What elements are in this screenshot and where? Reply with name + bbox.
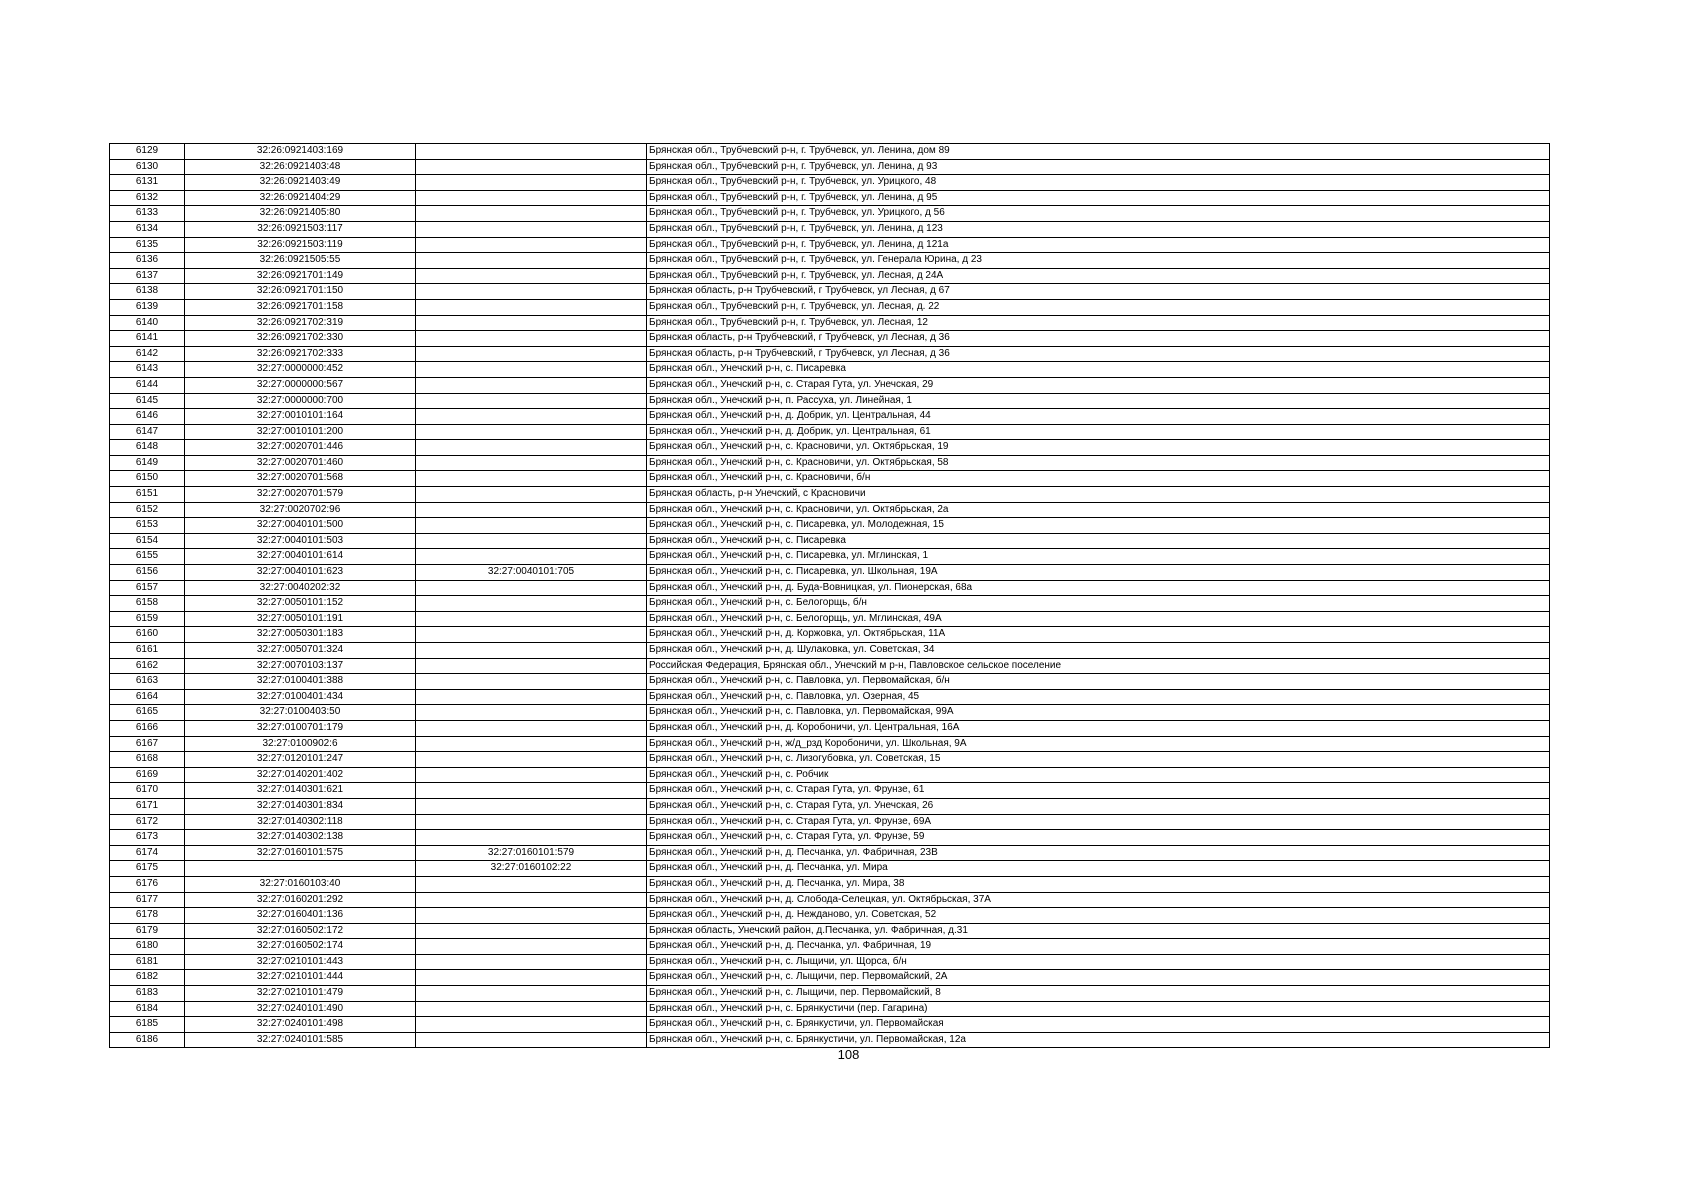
table-row [110,471,1550,487]
cadastral-number-cell: 32:27:0040101:500 [185,518,416,534]
table-row [110,970,1550,986]
secondary-cadastral-number-cell [416,221,647,237]
table-row [110,315,1550,331]
row-number-cell: 6152 [110,502,185,518]
secondary-cadastral-number-cell [416,783,647,799]
table-row [110,861,1550,877]
table-row [110,908,1550,924]
table-row [110,502,1550,518]
address-cell: Брянская обл., Унечский р-н, д. Коржовка, ул. Октябрьская, 11А [647,627,1550,643]
secondary-cadastral-number-cell [416,455,647,471]
page-number: 108 [837,1047,860,1062]
address-cell: Брянская область, р-н Трубчевский, г Трубчевск, ул Лесная, д 67 [647,284,1550,300]
cadastral-number-cell: 32:27:0050301:183 [185,627,416,643]
address-cell: Брянская обл., Унечский р-н, с. Писаревка, ул. Школьная, 19А [647,565,1550,581]
secondary-cadastral-number-cell [416,284,647,300]
table-row [110,253,1550,269]
secondary-cadastral-number-cell [416,253,647,269]
secondary-cadastral-number-cell: 32:27:0040101:705 [416,565,647,581]
secondary-cadastral-number-cell [416,627,647,643]
table-row [110,705,1550,721]
table-row [110,1032,1550,1048]
cadastral-number-cell [185,861,416,877]
row-number-cell: 6134 [110,221,185,237]
row-number-cell: 6132 [110,190,185,206]
cadastral-number-cell: 32:27:0040101:614 [185,549,416,565]
address-cell: Брянская обл., Унечский р-н, с. Старая Гута, ул. Унечская, 29 [647,377,1550,393]
row-number-cell: 6139 [110,299,185,315]
row-number-cell: 6179 [110,923,185,939]
cadastral-number-cell: 32:27:0000000:567 [185,377,416,393]
table-row [110,674,1550,690]
cadastral-number-cell: 32:26:0921702:319 [185,315,416,331]
secondary-cadastral-number-cell [416,1001,647,1017]
row-number-cell: 6157 [110,580,185,596]
address-cell: Брянская обл., Трубчевский р-н, г. Трубчевск, ул. Лесная, 12 [647,315,1550,331]
row-number-cell: 6177 [110,892,185,908]
cadastral-number-cell: 32:27:0020701:579 [185,487,416,503]
table-row [110,580,1550,596]
row-number-cell: 6142 [110,346,185,362]
row-number-cell: 6159 [110,611,185,627]
cadastral-number-cell: 32:27:0160101:575 [185,845,416,861]
table-row [110,206,1550,222]
address-cell: Брянская обл., Унечский р-н, с. Брянкустичи, ул. Первомайская, 12а [647,1032,1550,1048]
address-cell: Брянская обл., Унечский р-н, с. Брянкустичи, ул. Первомайская [647,1017,1550,1033]
secondary-cadastral-number-cell [416,144,647,160]
row-number-cell: 6141 [110,331,185,347]
cadastral-number-cell: 32:26:0921701:149 [185,268,416,284]
cadastral-number-cell: 32:26:0921405:80 [185,206,416,222]
secondary-cadastral-number-cell [416,705,647,721]
cadastral-number-cell: 32:27:0100403:50 [185,705,416,721]
cadastral-number-cell: 32:27:0000000:452 [185,362,416,378]
cadastral-number-cell: 32:27:0210101:443 [185,954,416,970]
row-number-cell: 6173 [110,830,185,846]
secondary-cadastral-number-cell [416,767,647,783]
cadastral-number-cell: 32:27:0210101:444 [185,970,416,986]
secondary-cadastral-number-cell [416,409,647,425]
secondary-cadastral-number-cell [416,346,647,362]
row-number-cell: 6172 [110,814,185,830]
address-cell: Брянская обл., Унечский р-н, д. Буда-Вовницкая, ул. Пионерская, 68а [647,580,1550,596]
registry-table-body [110,144,1550,1048]
table-row [110,627,1550,643]
table-row [110,752,1550,768]
secondary-cadastral-number-cell [416,1032,647,1048]
address-cell: Брянская обл., Трубчевский р-н, г. Трубчевск, ул. Ленина, д 123 [647,221,1550,237]
row-number-cell: 6155 [110,549,185,565]
address-cell: Брянская обл., Унечский р-н, д. Добрик, ул. Центральная, 61 [647,424,1550,440]
cadastral-number-cell: 32:27:0240101:498 [185,1017,416,1033]
table-row [110,440,1550,456]
row-number-cell: 6168 [110,752,185,768]
cadastral-number-cell: 32:27:0140301:621 [185,783,416,799]
table-row [110,284,1550,300]
cadastral-number-cell: 32:27:0240101:490 [185,1001,416,1017]
table-row [110,549,1550,565]
address-cell: Брянская обл., Унечский р-н, с. Красновичи, б/н [647,471,1550,487]
address-cell: Брянская обл., Трубчевский р-н, г. Трубчевск, ул. Урицкого, 48 [647,175,1550,191]
cadastral-number-cell: 32:26:0921701:150 [185,284,416,300]
address-cell: Брянская область, р-н Унечский, с Красновичи [647,487,1550,503]
secondary-cadastral-number-cell [416,487,647,503]
secondary-cadastral-number-cell [416,892,647,908]
secondary-cadastral-number-cell [416,518,647,534]
row-number-cell: 6160 [110,627,185,643]
table-row [110,565,1550,581]
row-number-cell: 6182 [110,970,185,986]
address-cell: Брянская обл., Унечский р-н, с. Белогорщь, б/н [647,596,1550,612]
address-cell: Брянская обл., Унечский р-н, д. Песчанка, ул. Мира, 38 [647,876,1550,892]
cadastral-number-cell: 32:27:0040202:32 [185,580,416,596]
address-cell: Брянская обл., Унечский р-н, д. Песчанка, ул. Мира [647,861,1550,877]
address-cell: Брянская обл., Унечский р-н, д. Слобода-Селецкая, ул. Октябрьская, 37А [647,892,1550,908]
row-number-cell: 6178 [110,908,185,924]
table-row [110,190,1550,206]
secondary-cadastral-number-cell [416,549,647,565]
row-number-cell: 6162 [110,658,185,674]
address-cell: Брянская область, Унечский район, д.Песчанка, ул. Фабричная, д.31 [647,923,1550,939]
table-row [110,892,1550,908]
cadastral-number-cell: 32:27:0070103:137 [185,658,416,674]
cadastral-number-cell: 32:27:0010101:200 [185,424,416,440]
address-cell: Брянская обл., Унечский р-н, с. Павловка, ул. Первомайская, 99А [647,705,1550,721]
table-row [110,299,1550,315]
cadastral-number-cell: 32:26:0921702:330 [185,331,416,347]
address-cell: Брянская обл., Трубчевский р-н, г. Трубчевск, ул. Ленина, д 93 [647,159,1550,175]
table-row [110,954,1550,970]
row-number-cell: 6149 [110,455,185,471]
secondary-cadastral-number-cell [416,533,647,549]
row-number-cell: 6136 [110,253,185,269]
cadastral-number-cell: 32:26:0921702:333 [185,346,416,362]
secondary-cadastral-number-cell [416,876,647,892]
address-cell: Брянская обл., Унечский р-н, д. Добрик, ул. Центральная, 44 [647,409,1550,425]
table-row [110,939,1550,955]
address-cell: Брянская обл., Унечский р-н, д. Песчанка, ул. Фабричная, 19 [647,939,1550,955]
address-cell: Брянская обл., Унечский р-н, д. Шулаковка, ул. Советская, 34 [647,643,1550,659]
address-cell: Брянская область, р-н Трубчевский, г Трубчевск, ул Лесная, д 36 [647,331,1550,347]
secondary-cadastral-number-cell [416,736,647,752]
table-row [110,1017,1550,1033]
cadastral-number-cell: 32:27:0140302:138 [185,830,416,846]
table-row [110,689,1550,705]
row-number-cell: 6176 [110,876,185,892]
table-row [110,658,1550,674]
address-cell: Российская Федерация, Брянская обл., Унечский м р-н, Павловское сельское поселение [647,658,1550,674]
row-number-cell: 6147 [110,424,185,440]
address-cell: Брянская обл., Унечский р-н, с. Писаревка [647,533,1550,549]
address-cell: Брянская обл., Унечский р-н, ж/д_рзд Коробоничи, ул. Школьная, 9А [647,736,1550,752]
address-cell: Брянская обл., Унечский р-н, с. Брянкустичи (пер. Гагарина) [647,1001,1550,1017]
secondary-cadastral-number-cell [416,471,647,487]
table-row [110,845,1550,861]
row-number-cell: 6164 [110,689,185,705]
secondary-cadastral-number-cell [416,237,647,253]
cadastral-number-cell: 32:27:0050101:152 [185,596,416,612]
row-number-cell: 6153 [110,518,185,534]
address-cell: Брянская обл., Трубчевский р-н, г. Трубчевск, ул. Ленина, д 121а [647,237,1550,253]
address-cell: Брянская обл., Унечский р-н, с. Старая Гута, ул. Фрунзе, 69А [647,814,1550,830]
address-cell: Брянская обл., Унечский р-н, с. Лыщичи, пер. Первомайский, 2А [647,970,1550,986]
address-cell: Брянская обл., Унечский р-н, с. Белогорщь, ул. Мглинская, 49А [647,611,1550,627]
table-row [110,611,1550,627]
secondary-cadastral-number-cell [416,580,647,596]
table-row [110,767,1550,783]
table-row [110,830,1550,846]
table-row [110,720,1550,736]
cadastral-number-cell: 32:27:0100902:6 [185,736,416,752]
secondary-cadastral-number-cell [416,923,647,939]
row-number-cell: 6181 [110,954,185,970]
cadastral-number-cell: 32:27:0020701:446 [185,440,416,456]
cadastral-number-cell: 32:27:0040101:623 [185,565,416,581]
row-number-cell: 6146 [110,409,185,425]
table-row [110,424,1550,440]
row-number-cell: 6138 [110,284,185,300]
secondary-cadastral-number-cell [416,440,647,456]
secondary-cadastral-number-cell [416,377,647,393]
address-cell: Брянская обл., Унечский р-н, п. Рассуха, ул. Линейная, 1 [647,393,1550,409]
table-row [110,159,1550,175]
row-number-cell: 6150 [110,471,185,487]
table-row [110,533,1550,549]
secondary-cadastral-number-cell [416,814,647,830]
table-row [110,221,1550,237]
row-number-cell: 6148 [110,440,185,456]
secondary-cadastral-number-cell [416,611,647,627]
secondary-cadastral-number-cell [416,299,647,315]
row-number-cell: 6143 [110,362,185,378]
secondary-cadastral-number-cell [416,159,647,175]
table-row [110,518,1550,534]
table-row [110,362,1550,378]
cadastral-number-cell: 32:27:0100401:388 [185,674,416,690]
row-number-cell: 6163 [110,674,185,690]
secondary-cadastral-number-cell [416,206,647,222]
row-number-cell: 6174 [110,845,185,861]
secondary-cadastral-number-cell [416,331,647,347]
row-number-cell: 6154 [110,533,185,549]
secondary-cadastral-number-cell [416,190,647,206]
cadastral-number-cell: 32:27:0160401:136 [185,908,416,924]
secondary-cadastral-number-cell [416,175,647,191]
table-row [110,175,1550,191]
table-row [110,736,1550,752]
address-cell: Брянская обл., Унечский р-н, с. Павловка, ул. Озерная, 45 [647,689,1550,705]
row-number-cell: 6170 [110,783,185,799]
address-cell: Брянская обл., Унечский р-н, с. Робчик [647,767,1550,783]
secondary-cadastral-number-cell [416,752,647,768]
row-number-cell: 6133 [110,206,185,222]
row-number-cell: 6185 [110,1017,185,1033]
row-number-cell: 6151 [110,487,185,503]
row-number-cell: 6137 [110,268,185,284]
table-row [110,346,1550,362]
row-number-cell: 6175 [110,861,185,877]
row-number-cell: 6140 [110,315,185,331]
row-number-cell: 6129 [110,144,185,160]
address-cell: Брянская обл., Унечский р-н, д. Песчанка, ул. Фабричная, 23В [647,845,1550,861]
address-cell: Брянская обл., Унечский р-н, с. Павловка, ул. Первомайская, б/н [647,674,1550,690]
cadastral-number-cell: 32:27:0100701:179 [185,720,416,736]
address-cell: Брянская обл., Унечский р-н, с. Лыщичи, ул. Щорса, б/н [647,954,1550,970]
cadastral-number-cell: 32:27:0020701:568 [185,471,416,487]
address-cell: Брянская обл., Трубчевский р-н, г. Трубчевск, ул. Ленина, д 95 [647,190,1550,206]
row-number-cell: 6161 [110,643,185,659]
row-number-cell: 6180 [110,939,185,955]
table-row [110,876,1550,892]
table-row [110,487,1550,503]
address-cell: Брянская обл., Унечский р-н, с. Лизогубовка, ул. Советская, 15 [647,752,1550,768]
row-number-cell: 6144 [110,377,185,393]
address-cell: Брянская обл., Трубчевский р-н, г. Трубчевск, ул. Лесная, д. 22 [647,299,1550,315]
registry-table-wrapper [109,143,1549,1048]
table-row [110,144,1550,160]
secondary-cadastral-number-cell [416,393,647,409]
secondary-cadastral-number-cell [416,939,647,955]
secondary-cadastral-number-cell [416,798,647,814]
cadastral-number-cell: 32:27:0000000:700 [185,393,416,409]
table-row [110,331,1550,347]
cadastral-number-cell: 32:27:0050101:191 [185,611,416,627]
address-cell: Брянская обл., Трубчевский р-н, г. Трубчевск, ул. Урицкого, д 56 [647,206,1550,222]
secondary-cadastral-number-cell: 32:27:0160102:22 [416,861,647,877]
table-row [110,596,1550,612]
row-number-cell: 6130 [110,159,185,175]
secondary-cadastral-number-cell [416,954,647,970]
table-row [110,409,1550,425]
table-row [110,643,1550,659]
cadastral-number-cell: 32:26:0921403:169 [185,144,416,160]
cadastral-number-cell: 32:27:0050701:324 [185,643,416,659]
secondary-cadastral-number-cell [416,908,647,924]
cadastral-number-cell: 32:27:0020702:96 [185,502,416,518]
row-number-cell: 6171 [110,798,185,814]
table-row [110,814,1550,830]
cadastral-number-cell: 32:27:0240101:585 [185,1032,416,1048]
address-cell: Брянская обл., Трубчевский р-н, г. Трубчевск, ул. Лесная, д 24А [647,268,1550,284]
cadastral-number-cell: 32:27:0020701:460 [185,455,416,471]
cadastral-number-cell: 32:27:0100401:434 [185,689,416,705]
cadastral-number-cell: 32:26:0921403:48 [185,159,416,175]
secondary-cadastral-number-cell [416,689,647,705]
cadastral-number-cell: 32:26:0921505:55 [185,253,416,269]
row-number-cell: 6166 [110,720,185,736]
row-number-cell: 6145 [110,393,185,409]
row-number-cell: 6156 [110,565,185,581]
address-cell: Брянская обл., Унечский р-н, с. Старая Гута, ул. Унечская, 26 [647,798,1550,814]
secondary-cadastral-number-cell [416,362,647,378]
cadastral-number-cell: 32:27:0160103:40 [185,876,416,892]
row-number-cell: 6135 [110,237,185,253]
row-number-cell: 6165 [110,705,185,721]
table-row [110,923,1550,939]
secondary-cadastral-number-cell [416,502,647,518]
table-row [110,393,1550,409]
secondary-cadastral-number-cell [416,674,647,690]
row-number-cell: 6167 [110,736,185,752]
table-row [110,986,1550,1002]
row-number-cell: 6186 [110,1032,185,1048]
secondary-cadastral-number-cell: 32:27:0160101:579 [416,845,647,861]
cadastral-number-cell: 32:26:0921403:49 [185,175,416,191]
secondary-cadastral-number-cell [416,658,647,674]
secondary-cadastral-number-cell [416,1017,647,1033]
address-cell: Брянская обл., Унечский р-н, с. Старая Гута, ул. Фрунзе, 61 [647,783,1550,799]
address-cell: Брянская обл., Унечский р-н, с. Писаревка, ул. Молодежная, 15 [647,518,1550,534]
secondary-cadastral-number-cell [416,970,647,986]
registry-table [109,143,1550,1048]
secondary-cadastral-number-cell [416,596,647,612]
address-cell: Брянская обл., Трубчевский р-н, г. Трубчевск, ул. Ленина, дом 89 [647,144,1550,160]
cadastral-number-cell: 32:27:0160502:172 [185,923,416,939]
row-number-cell: 6131 [110,175,185,191]
cadastral-number-cell: 32:26:0921701:158 [185,299,416,315]
address-cell: Брянская область, р-н Трубчевский, г Трубчевск, ул Лесная, д 36 [647,346,1550,362]
table-row [110,783,1550,799]
address-cell: Брянская обл., Унечский р-н, с. Красновичи, ул. Октябрьская, 58 [647,455,1550,471]
address-cell: Брянская обл., Унечский р-н, с. Красновичи, ул. Октябрьская, 19 [647,440,1550,456]
cadastral-number-cell: 32:27:0140201:402 [185,767,416,783]
cadastral-number-cell: 32:27:0040101:503 [185,533,416,549]
row-number-cell: 6169 [110,767,185,783]
cadastral-number-cell: 32:27:0010101:164 [185,409,416,425]
address-cell: Брянская обл., Унечский р-н, с. Лыщичи, пер. Первомайский, 8 [647,986,1550,1002]
table-row [110,268,1550,284]
secondary-cadastral-number-cell [416,268,647,284]
cadastral-number-cell: 32:27:0160201:292 [185,892,416,908]
cadastral-number-cell: 32:27:0210101:479 [185,986,416,1002]
address-cell: Брянская обл., Унечский р-н, д. Нежданово, ул. Советская, 52 [647,908,1550,924]
address-cell: Брянская обл., Унечский р-н, с. Красновичи, ул. Октябрьская, 2а [647,502,1550,518]
cadastral-number-cell: 32:26:0921503:117 [185,221,416,237]
address-cell: Брянская обл., Унечский р-н, с. Писаревка [647,362,1550,378]
cadastral-number-cell: 32:26:0921503:119 [185,237,416,253]
secondary-cadastral-number-cell [416,720,647,736]
secondary-cadastral-number-cell [416,424,647,440]
table-row [110,798,1550,814]
row-number-cell: 6158 [110,596,185,612]
table-row [110,237,1550,253]
row-number-cell: 6183 [110,986,185,1002]
address-cell: Брянская обл., Унечский р-н, с. Старая Гута, ул. Фрунзе, 59 [647,830,1550,846]
cadastral-number-cell: 32:27:0160502:174 [185,939,416,955]
secondary-cadastral-number-cell [416,315,647,331]
cadastral-number-cell: 32:26:0921404:29 [185,190,416,206]
table-row [110,1001,1550,1017]
address-cell: Брянская обл., Унечский р-н, с. Писаревка, ул. Мглинская, 1 [647,549,1550,565]
secondary-cadastral-number-cell [416,643,647,659]
row-number-cell: 6184 [110,1001,185,1017]
secondary-cadastral-number-cell [416,986,647,1002]
secondary-cadastral-number-cell [416,830,647,846]
cadastral-number-cell: 32:27:0140302:118 [185,814,416,830]
table-row [110,377,1550,393]
cadastral-number-cell: 32:27:0140301:834 [185,798,416,814]
table-row [110,455,1550,471]
address-cell: Брянская обл., Унечский р-н, д. Коробоничи, ул. Центральная, 16А [647,720,1550,736]
address-cell: Брянская обл., Трубчевский р-н, г. Трубчевск, ул. Генерала Юрина, д 23 [647,253,1550,269]
cadastral-number-cell: 32:27:0120101:247 [185,752,416,768]
